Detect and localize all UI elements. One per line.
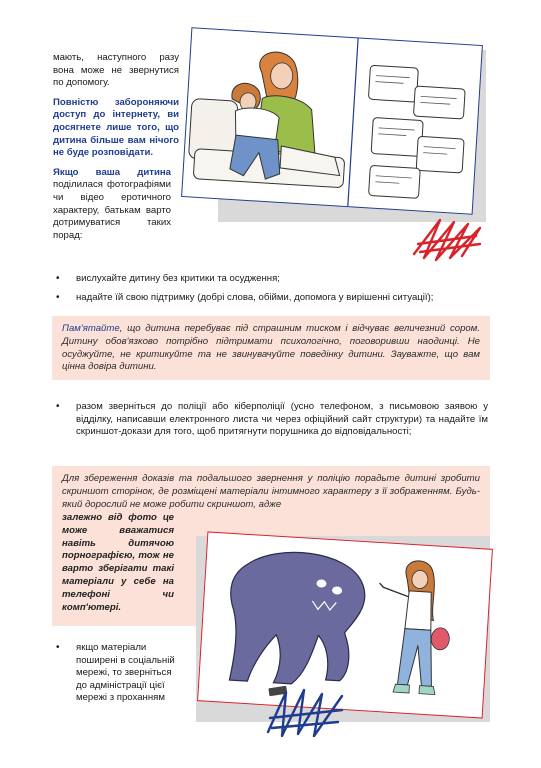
note-remember [52,316,490,380]
intro-column [53,52,179,242]
note-remember-text [62,323,480,374]
intro-paragraph-3-rest: поділилася фотографіями чи відео еротичного характеру, батькам варто дотримуватися таких порад: [53,179,171,241]
note-remember-lead: Пам'ятайте [62,323,120,334]
intro-paragraph-3 [53,167,171,243]
intro-paragraph-1: мають, наступного разу вона може не звернутися по допомогу. [53,52,179,89]
bullet-dot-1: • [56,273,60,284]
bullet-item-2: надайте їй свою підтримку (добрі слова, обійми, допомога у вирішенні ситуації); [76,292,434,303]
intro-paragraph-2: Повністю забороняючи доступ до інтернету, ви досягнете лише того, що дитина більше вам нічого не буде розповідати. [53,96,179,159]
illustration-hug-and-chat [181,27,483,215]
note-screenshot-rest: залежно від фото це може вважатися навіть дитячою порнографією, тож не варто зберігати такі матеріали у себе на телефоні чи комп'ютері. [62,512,174,613]
bullet-item-social: якщо матеріали поширені в соціальній мережі, то зверніться до адміністрації цієї мережі з проханням [76,642,175,704]
red-scribble-decoration [410,214,486,262]
note-remember-body: , що дитина перебуває під страшним тиском і відчуває величезний сором. Дитину обов'язково потрібно підтримати психологічно, поговоривши наодинці. Не осуджуйте, не критикуйте та не звинувачуйте поведінку дитини. Зауважте, що вам цінна довіра дитини. [62,323,480,373]
bullet-dot-2: • [56,292,60,303]
note-screenshot-top: Для збереження доказів та подальшого звернення у поліцію порадьте дитині зробити скриншот сторінок, де розміщені матеріали інтимного характеру з її зображенням. Будь-який дорослий не може робити скриншот, адже [62,473,480,510]
blue-scribble-decoration [264,684,348,740]
bullet-dot-4: • [56,642,60,653]
bullet-dot-3: • [56,401,60,412]
bullet-item-1: вислухайте дитину без критики та осудження; [76,273,280,284]
intro-paragraph-3-lead: Якщо ваша дитина [53,166,171,178]
bullet-item-police: разом зверніться до поліції або кіберполіції (усно телефоном, з письмовою заявою у відділку, написавши електронного листа чи через офіційний сайт структури) та надайте їм скриншот-докази для того, щоб притягнути порушника до відповідальності; [76,401,488,438]
